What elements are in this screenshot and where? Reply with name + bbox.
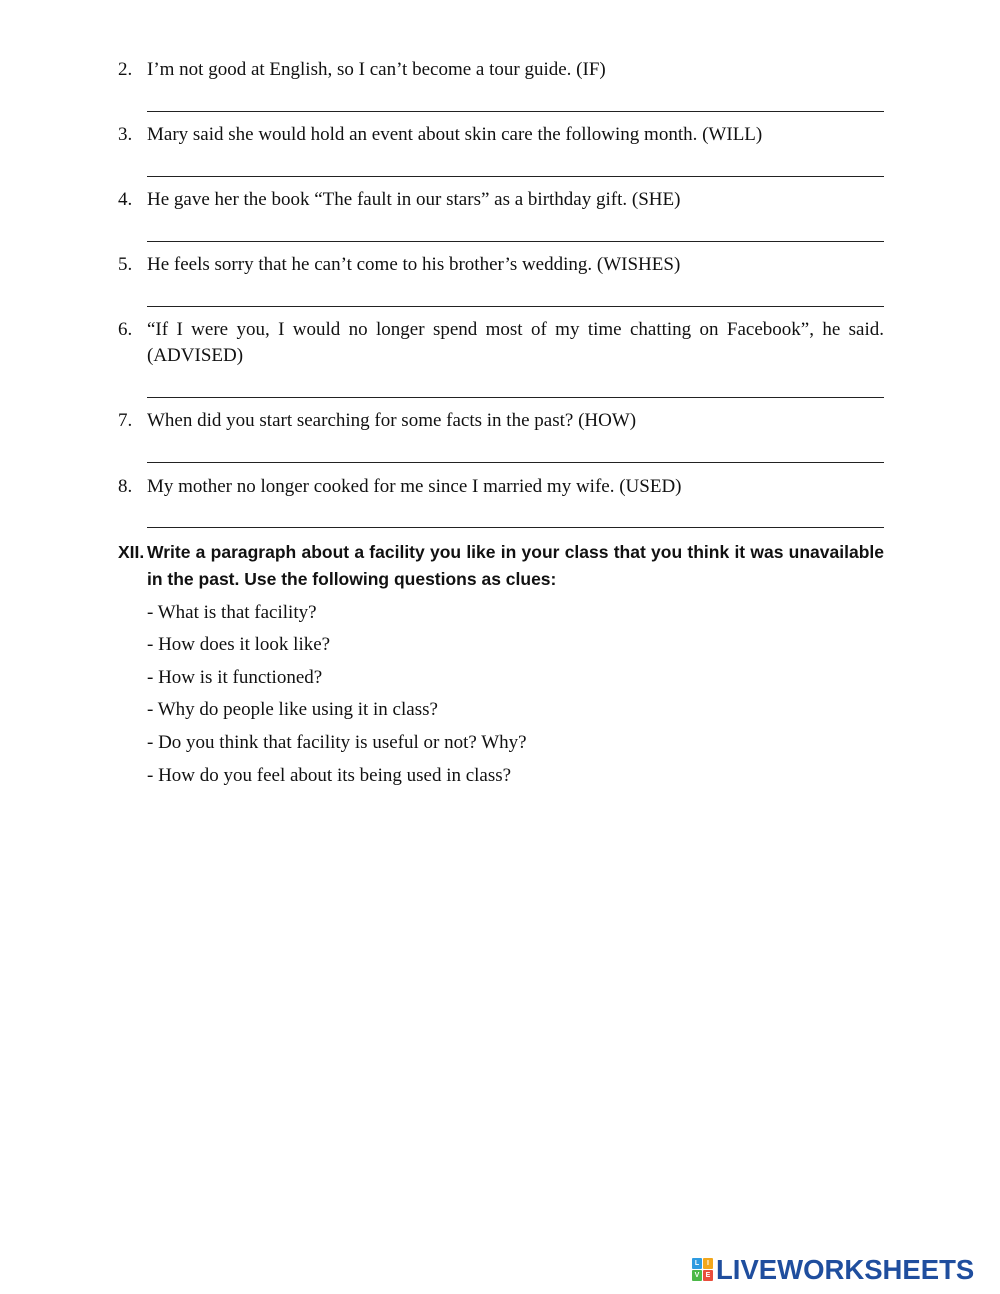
clue-question: - How do you feel about its being used in class?	[147, 765, 512, 786]
item-sentence: My mother no longer cooked for me since I married my wife. (USED)	[147, 476, 682, 497]
live-mark-icon	[692, 1258, 714, 1282]
mark-square-v: V	[692, 1270, 702, 1281]
item-sentence: When did you start searching for some facts in the past? (HOW)	[147, 410, 637, 431]
mark-square-i: I	[703, 1258, 713, 1269]
answer-line[interactable]	[147, 462, 884, 463]
item-number: 5.	[118, 254, 133, 275]
answer-line[interactable]	[147, 527, 884, 528]
item-number: 6.	[118, 319, 133, 340]
answer-line[interactable]	[147, 241, 884, 242]
answer-line[interactable]	[147, 176, 884, 177]
clue-question: - Do you think that facility is useful or not? Why?	[147, 732, 527, 753]
item-number: 3.	[118, 124, 133, 145]
mark-square-e: E	[703, 1270, 713, 1281]
section-numeral: XII.	[118, 542, 145, 562]
answer-line[interactable]	[147, 111, 884, 112]
item-number: 2.	[118, 59, 133, 80]
clue-question: - What is that facility?	[147, 602, 317, 623]
item-sentence: He feels sorry that he can’t come to his brother’s wedding. (WISHES)	[147, 254, 681, 275]
clue-question: - How does it look like?	[147, 634, 331, 655]
item-sentence: He gave her the book “The fault in our stars” as a birthday gift. (SHE)	[147, 189, 681, 210]
mark-square-l: L	[692, 1258, 702, 1269]
item-sentence: “If I were you, I would no longer spend most of my time chatting on Facebook”, he said. (ADVISED)	[147, 319, 884, 366]
answer-line[interactable]	[147, 397, 884, 398]
item-number: 8.	[118, 476, 133, 497]
answer-line[interactable]	[147, 306, 884, 307]
item-number: 7.	[118, 410, 133, 431]
liveworksheets-logo	[692, 1255, 988, 1285]
section-instruction: Write a paragraph about a facility you like in your class that you think it was unavailable in the past. Use the following questions as clues:	[147, 542, 884, 589]
item-sentence: Mary said she would hold an event about skin care the following month. (WILL)	[147, 124, 763, 145]
clue-question: - How is it functioned?	[147, 667, 323, 688]
logo-text: LIVEWORKSHEETS	[716, 1254, 975, 1285]
item-sentence: I’m not good at English, so I can’t become a tour guide. (IF)	[147, 59, 606, 80]
clue-question: - Why do people like using it in class?	[147, 699, 438, 720]
item-number: 4.	[118, 189, 133, 210]
